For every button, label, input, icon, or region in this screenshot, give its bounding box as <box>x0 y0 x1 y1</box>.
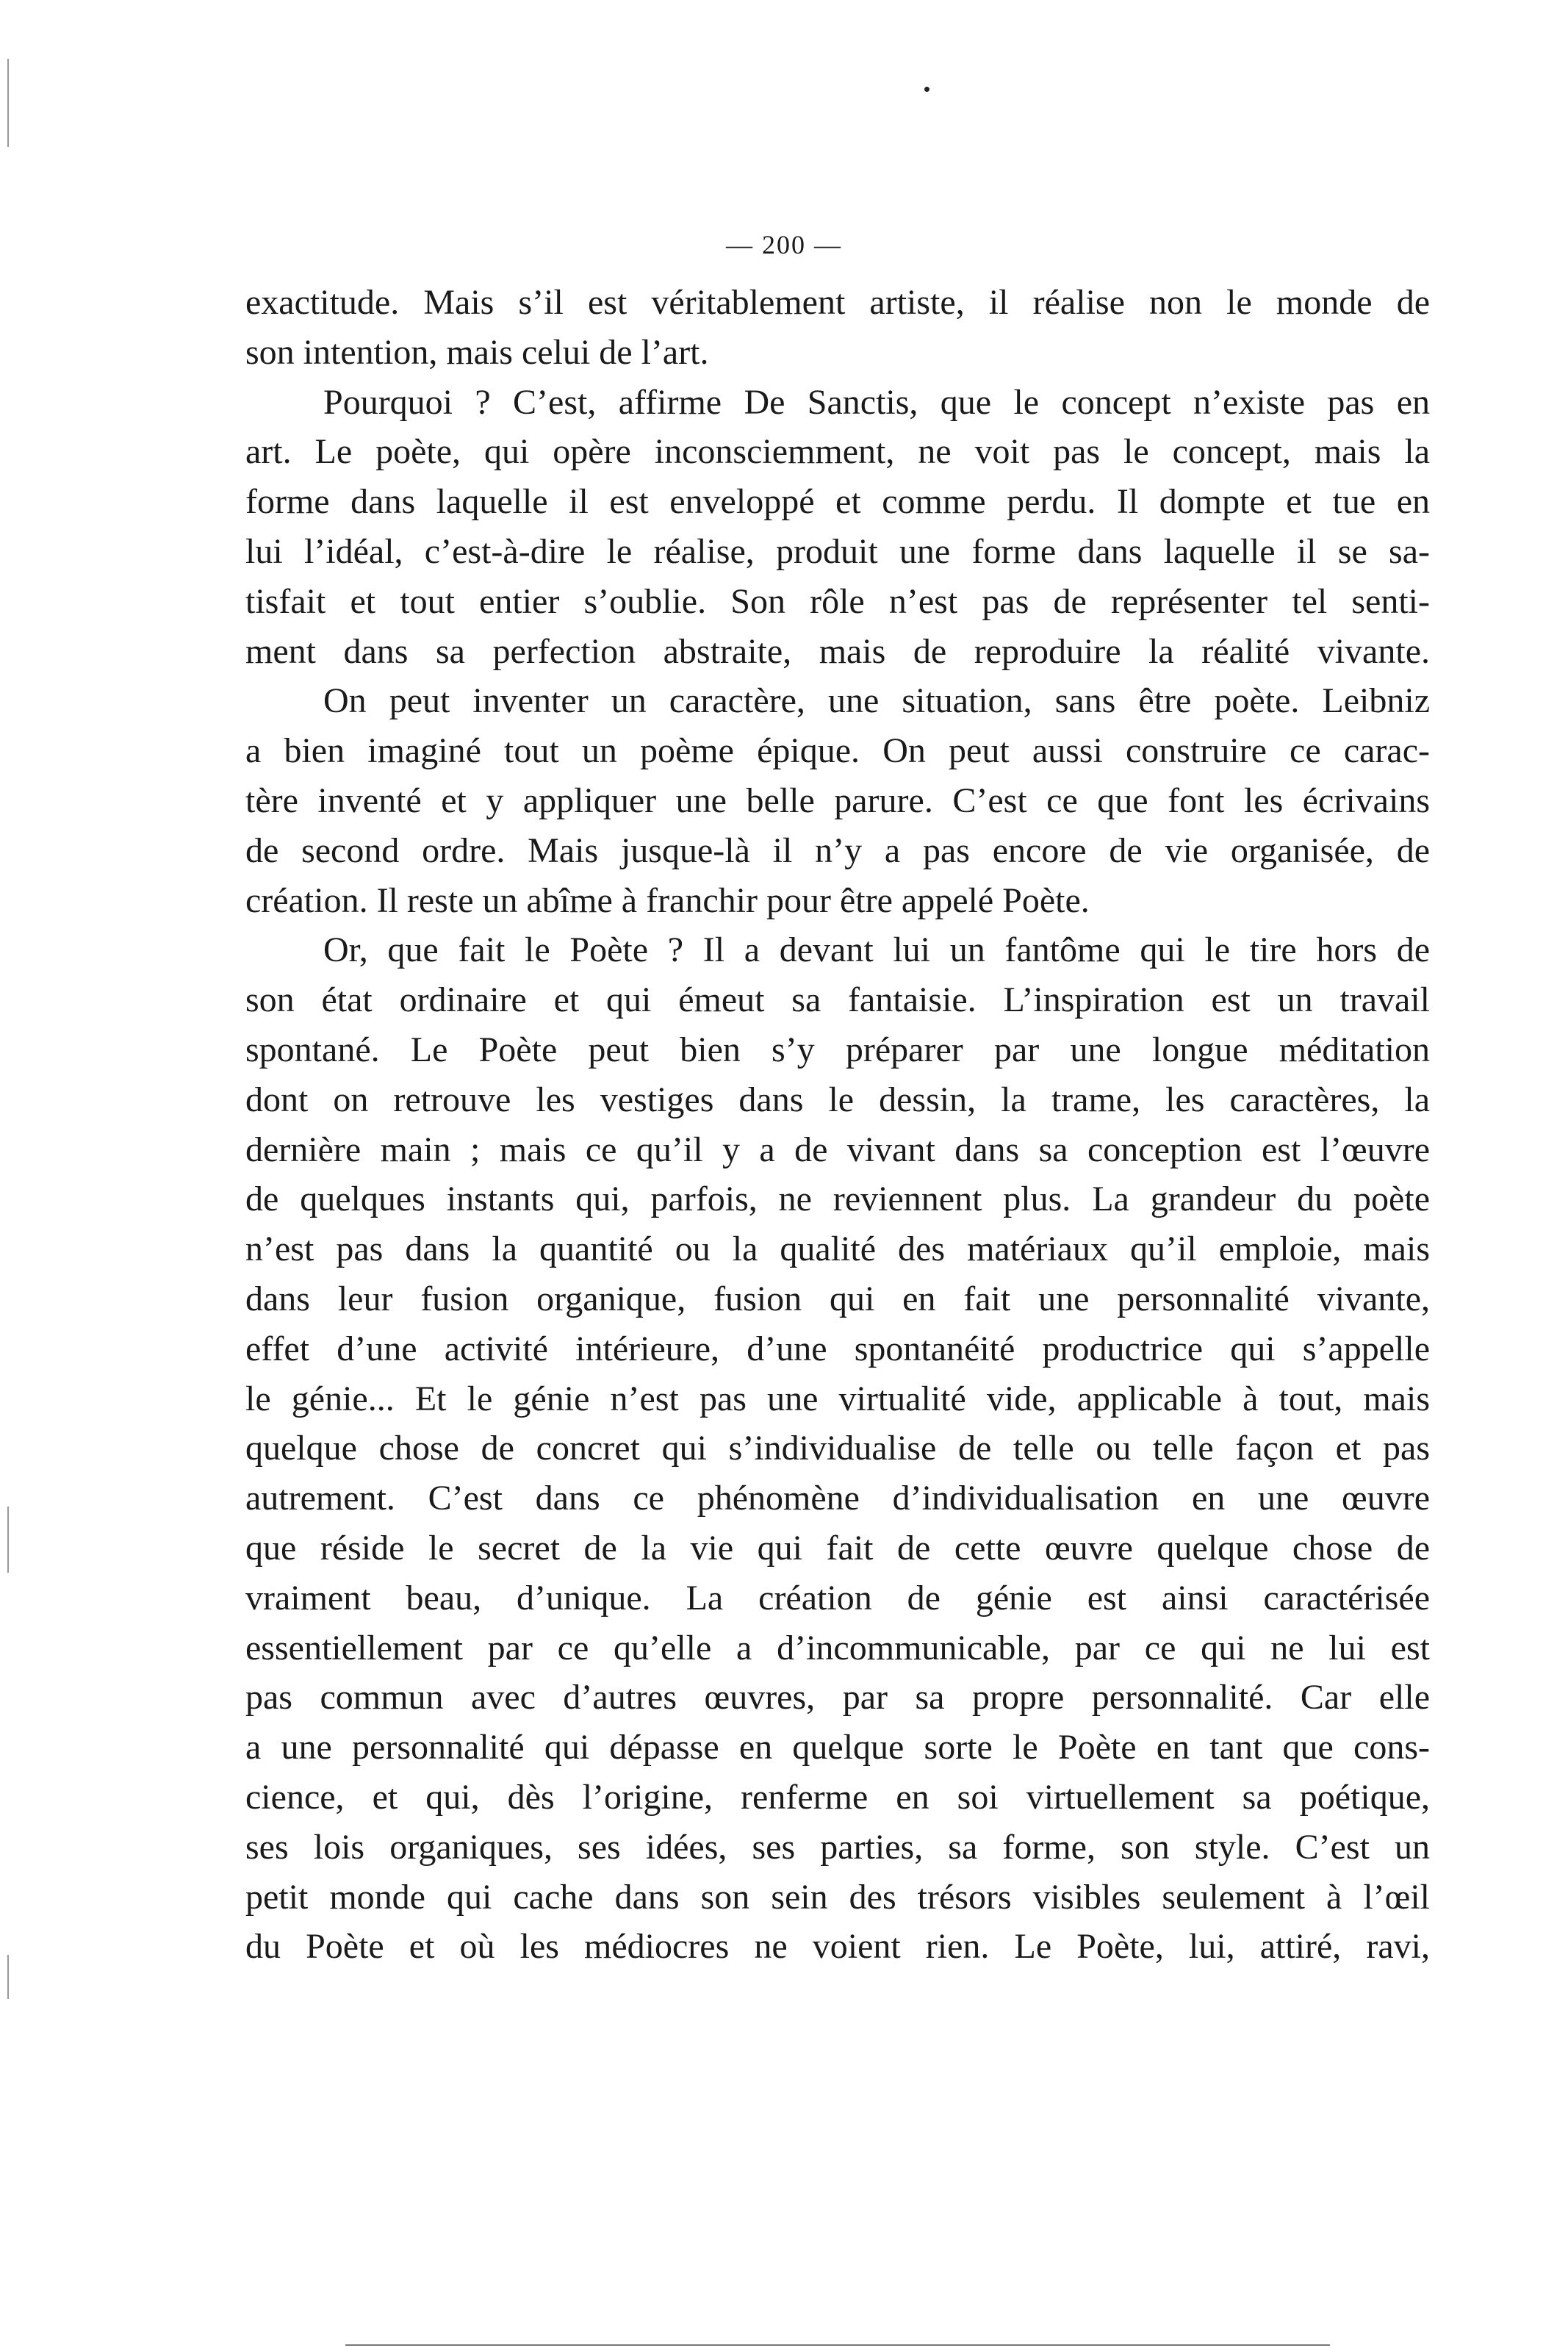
text-line: le génie... Et le génie n’est pas une virtualité vide, applicable à tout, mais <box>245 1379 1430 1418</box>
text-line: dont on retrouve les vestiges dans le dessin, la trame, les caractères, la <box>245 1080 1430 1119</box>
text-line: n’est pas dans la quantité ou la qualité des matériaux qu’il emploie, mais <box>245 1229 1430 1269</box>
text-line: création. Il reste un abîme à franchir pour être appelé Poète. <box>245 880 1090 920</box>
text-line: de quelques instants qui, parfois, ne reviennent plus. La grandeur du poète <box>245 1180 1430 1219</box>
text-line: exactitude. Mais s’il est véritablement artiste, il réalise non le monde de <box>245 283 1430 322</box>
text-line: tère inventé et y appliquer une belle parure. C’est ce que font les écrivains <box>245 780 1430 820</box>
margin-scan-mark <box>7 1507 9 1573</box>
text-line: du Poète et où les médiocres ne voient rien. Le Poète, lui, attiré, ravi, <box>245 1927 1430 1967</box>
margin-scan-mark <box>7 1955 9 1999</box>
text-line: a une personnalité qui dépasse en quelque sorte le Poète en tant que cons- <box>245 1728 1430 1767</box>
text-line: autrement. C’est dans ce phénomène d’individualisation en une œuvre <box>245 1479 1430 1518</box>
text-line: ment dans sa perfection abstraite, mais de reproduire la réalité vivante. <box>245 631 1430 671</box>
text-line: a bien imaginé tout un poème épique. On peut aussi construire ce carac- <box>245 731 1430 771</box>
text-line: essentiellement par ce qu’elle a d’incommunicable, par ce qui ne lui est <box>245 1628 1430 1667</box>
text-line: dernière main ; mais ce qu’il y a de vivant dans sa conception est l’œuvre <box>245 1130 1430 1169</box>
text-line: tisfait et tout entier s’oublie. Son rôle n’est pas de représenter tel senti- <box>245 581 1430 621</box>
text-line: que réside le secret de la vie qui fait de cette œuvre quelque chose de <box>245 1528 1430 1568</box>
stray-dot-mark <box>924 87 929 92</box>
text-line: lui l’idéal, c’est-à-dire le réalise, produit une forme dans laquelle il se sa- <box>245 531 1430 571</box>
text-line: spontané. Le Poète peut bien s’y préparer par une longue méditation <box>245 1030 1430 1069</box>
text-line: cience, et qui, dès l’origine, renferme en soi virtuellement sa poétique, <box>245 1777 1430 1817</box>
text-line: On peut inventer un caractère, une situation, sans être poète. Leibniz <box>323 681 1430 721</box>
text-line: ses lois organiques, ses idées, ses parties, sa forme, son style. C’est un <box>245 1827 1430 1867</box>
text-line: petit monde qui cache dans son sein des trésors visibles seulement à l’œil <box>245 1877 1430 1917</box>
text-line: effet d’une activité intérieure, d’une spontanéité productrice qui s’appelle <box>245 1329 1430 1368</box>
text-line: Or, que fait le Poète ? Il a devant lui un fantôme qui le tire hors de <box>323 930 1430 970</box>
text-line: Pourquoi ? C’est, affirme De Sanctis, que le concept n’existe pas en <box>323 382 1430 422</box>
text-line: vraiment beau, d’unique. La création de génie est ainsi caractérisée <box>245 1578 1430 1618</box>
page-number: — 200 — <box>726 230 842 259</box>
body-text <box>245 278 1430 1972</box>
bottom-edge-rule <box>345 2344 1330 2346</box>
text-line: son intention, mais celui de l’art. <box>245 332 709 372</box>
text-line: de second ordre. Mais jusque-là il n’y a pas encore de vie organisée, de <box>245 830 1430 870</box>
margin-scan-mark <box>7 59 9 147</box>
text-line: quelque chose de concret qui s’individualise de telle ou telle façon et pas <box>245 1429 1430 1468</box>
text-line: pas commun avec d’autres œuvres, par sa propre personnalité. Car elle <box>245 1678 1430 1717</box>
text-line: forme dans laquelle il est enveloppé et comme perdu. Il dompte et tue en <box>245 482 1430 522</box>
text-line: son état ordinaire et qui émeut sa fantaisie. L’inspiration est un travail <box>245 980 1430 1020</box>
text-line: art. Le poète, qui opère inconsciemment, ne voit pas le concept, mais la <box>245 432 1430 472</box>
text-line: dans leur fusion organique, fusion qui en fait une personnalité vivante, <box>245 1279 1430 1318</box>
